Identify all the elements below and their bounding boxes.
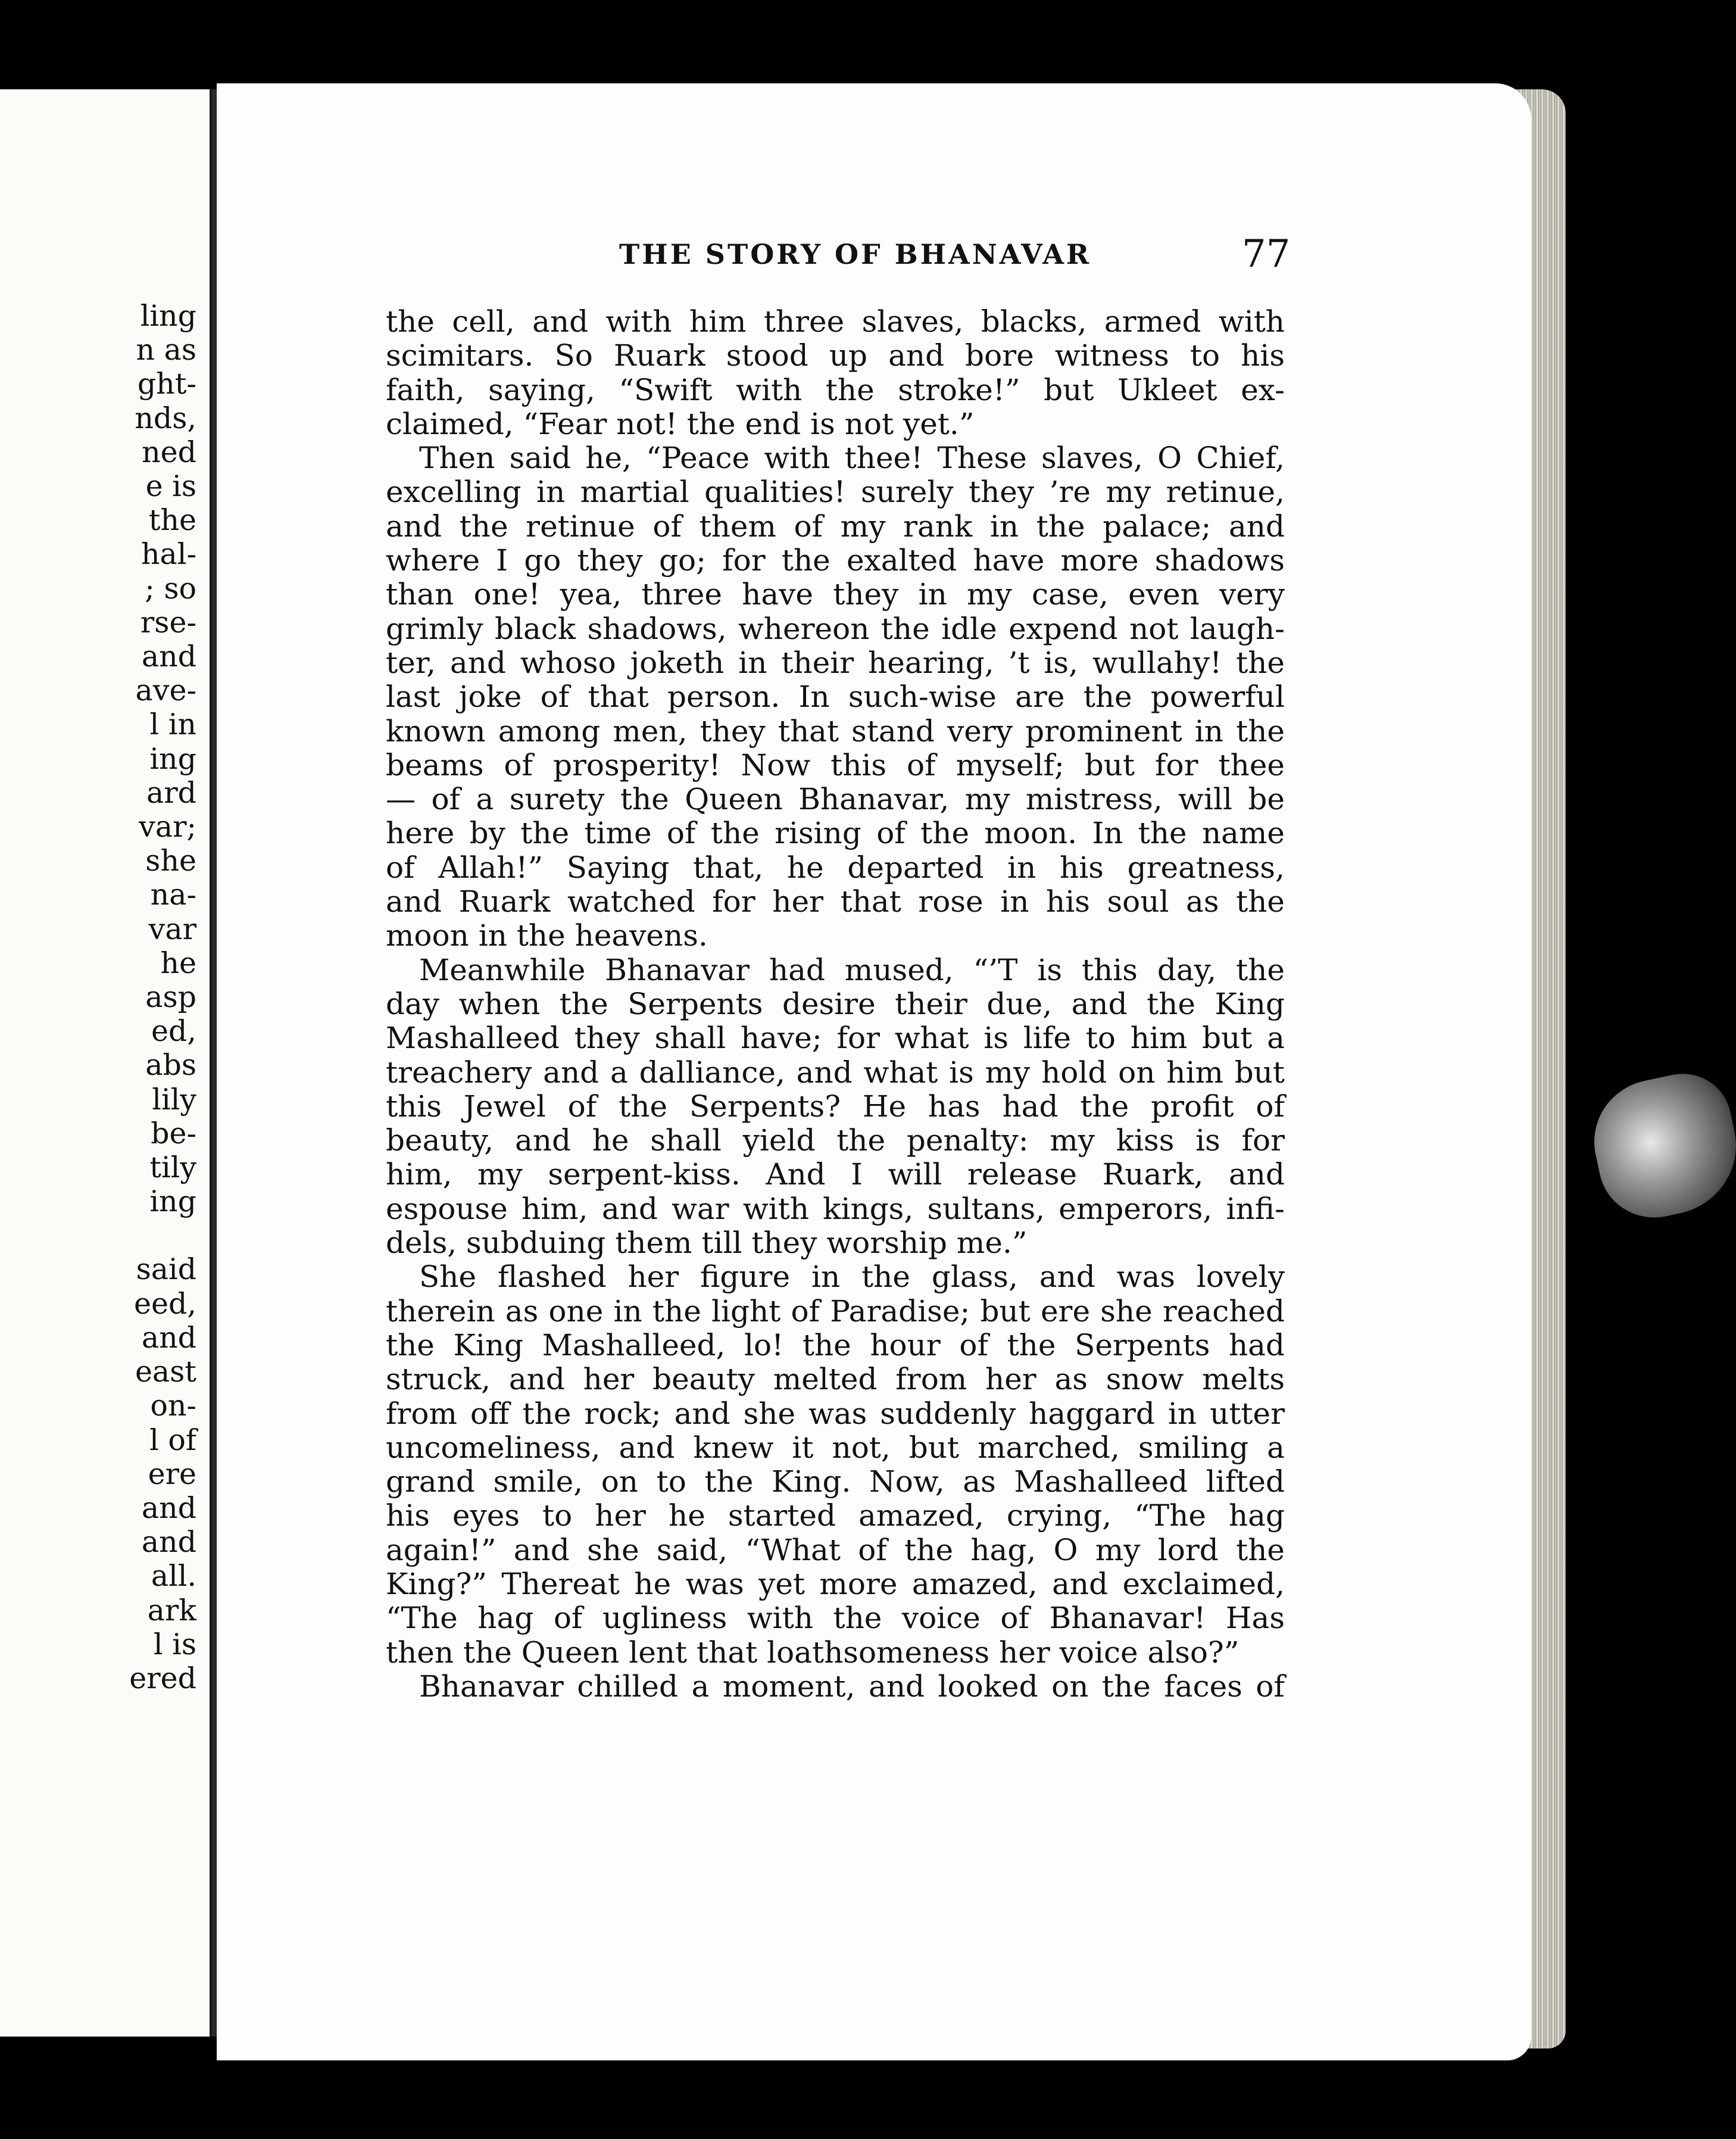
- left-fragment: na-: [150, 878, 196, 912]
- text-line: espouse him, and war with kings, sultans, emperors, infi-: [386, 1191, 1285, 1226]
- text-line: Meanwhile Bhanavar had mused, “’T is this day, the: [419, 952, 1285, 987]
- text-line: treachery and a dalliance, and what is my hold on him but: [386, 1055, 1285, 1090]
- text-line: King?” Thereat he was yet more amazed, and exclaimed,: [386, 1566, 1285, 1601]
- left-fragment: l is: [153, 1627, 196, 1661]
- left-fragment: ; so: [145, 571, 196, 606]
- left-fragment: rse-: [140, 605, 196, 640]
- text-line: grimly black shadows, whereon the idle expend not laugh-: [386, 611, 1285, 646]
- left-fragment: asp: [145, 980, 196, 1015]
- left-fragment: ned: [142, 435, 196, 469]
- text-line: again!” and she said, “What of the hag, O my lord the: [386, 1532, 1285, 1567]
- text-line: known among men, they that stand very prominent in the: [386, 713, 1285, 749]
- text-line: of Allah!” Saying that, he departed in his greatness,: [386, 850, 1285, 885]
- left-fragment: lily: [152, 1082, 196, 1117]
- left-fragment: east: [135, 1355, 196, 1389]
- text-line: ter, and whoso joketh in their hearing, ’t is, wullahy! the: [386, 645, 1285, 680]
- scan-artifact: [1583, 1065, 1736, 1228]
- left-fragment: hal-: [141, 537, 196, 572]
- text-line: She flashed her figure in the glass, and was lovely: [419, 1259, 1285, 1295]
- text-line: from off the rock; and she was suddenly haggard in utter: [386, 1396, 1285, 1431]
- text-line: him, my serpent-kiss. And I will release Ruark, and: [386, 1157, 1285, 1192]
- left-fragment: ling: [140, 299, 196, 333]
- text-line: beams of prosperity! Now this of myself; but for thee: [386, 747, 1285, 782]
- text-line: claimed, “Fear not! the end is not yet.”: [386, 406, 975, 441]
- body-text: [386, 305, 1285, 1704]
- left-fragment: and: [141, 1491, 196, 1525]
- text-line: faith, saying, “Swift with the stroke!” but Ukleet ex-: [386, 372, 1285, 407]
- text-line: then the Queen lent that loathsomeness her voice also?”: [386, 1635, 1239, 1670]
- left-fragment: and: [141, 640, 196, 674]
- left-fragment: ered: [129, 1661, 196, 1695]
- left-fragment: nds,: [135, 401, 196, 435]
- left-fragment: tily: [149, 1150, 196, 1185]
- left-page-text-fragments: [129, 299, 196, 1695]
- running-head: THE STORY OF BHANAVAR: [619, 238, 1092, 270]
- text-line: his eyes to her he started amazed, crying, “The hag: [386, 1498, 1285, 1533]
- left-fragment: ed,: [151, 1014, 196, 1049]
- left-fragment: ing: [149, 1184, 196, 1219]
- left-fragment: on-: [150, 1389, 196, 1423]
- left-fragment: n as: [136, 333, 196, 367]
- text-line: Bhanavar chilled a moment, and looked on the faces of: [419, 1669, 1285, 1704]
- text-line: Mashalleed they shall have; for what is life to him but a: [386, 1021, 1285, 1056]
- text-line: moon in the heavens.: [386, 918, 708, 953]
- left-fragment: e is: [145, 469, 196, 504]
- text-line: — of a surety the Queen Bhanavar, my mistress, will be: [386, 782, 1285, 817]
- left-fragment: ard: [146, 775, 196, 810]
- left-fragment: and: [141, 1320, 196, 1355]
- text-line: and the retinue of them of my rank in the palace; and: [386, 509, 1285, 544]
- text-line: here by the time of the rising of the moon. In the name: [386, 816, 1285, 851]
- left-fragment: ing: [149, 741, 196, 776]
- text-line: and Ruark watched for her that rose in his soul as the: [386, 884, 1285, 919]
- text-line: scimitars. So Ruark stood up and bore witness to his: [386, 338, 1285, 373]
- text-line: day when the Serpents desire their due, and the King: [386, 986, 1285, 1021]
- left-fragment: the: [148, 503, 196, 538]
- text-line: uncomeliness, and knew it not, but marched, smiling a: [386, 1430, 1285, 1465]
- left-fragment: he: [160, 946, 196, 980]
- text-line: therein as one in the light of Paradise; but ere she reached: [386, 1293, 1285, 1329]
- left-fragment-gap: [129, 1218, 196, 1252]
- book-gutter: [212, 89, 217, 2037]
- left-fragment: l in: [149, 707, 196, 742]
- text-line: struck, and her beauty melted from her as snow melts: [386, 1362, 1285, 1397]
- text-line: last joke of that person. In such-wise are the powerful: [386, 679, 1285, 715]
- text-line: beauty, and he shall yield the penalty: my kiss is for: [386, 1123, 1285, 1158]
- text-line: the King Mashalleed, lo! the hour of the Serpents had: [386, 1327, 1285, 1362]
- text-line: “The hag of ugliness with the voice of Bhanavar! Has: [386, 1601, 1285, 1636]
- text-line: grand smile, on to the King. Now, as Mashalleed lifted: [386, 1464, 1285, 1499]
- text-line: where I go they go; for the exalted have more shadows: [386, 543, 1285, 578]
- text-line: the cell, and with him three slaves, blacks, armed with: [386, 304, 1285, 339]
- left-facing-page: [0, 89, 213, 2037]
- text-line: Then said he, “Peace with thee! These slaves, O Chief,: [419, 441, 1285, 476]
- left-fragment: and: [141, 1525, 196, 1560]
- left-fragment: l of: [149, 1423, 196, 1457]
- left-fragment: ere: [148, 1457, 196, 1491]
- left-fragment: said: [136, 1252, 196, 1287]
- page-number: 77: [1242, 232, 1291, 276]
- left-fragment: ght-: [137, 367, 196, 401]
- left-fragment: ark: [147, 1593, 196, 1627]
- text-line: excelling in martial qualities! surely they ’re my retinue,: [386, 475, 1285, 510]
- left-fragment: var;: [139, 810, 196, 844]
- left-fragment: she: [145, 844, 196, 878]
- text-line: dels, subduing them till they worship me.”: [386, 1226, 1028, 1261]
- text-line: this Jewel of the Serpents? He has had the profit of: [386, 1089, 1285, 1124]
- left-fragment: var: [148, 912, 196, 946]
- left-fragment: eed,: [134, 1286, 196, 1321]
- left-fragment: abs: [145, 1048, 196, 1083]
- text-line: than one! yea, three have they in my case, even very: [386, 577, 1285, 612]
- left-fragment: ave-: [135, 673, 196, 708]
- left-fragment: be-: [151, 1116, 196, 1150]
- left-fragment: all.: [151, 1559, 196, 1594]
